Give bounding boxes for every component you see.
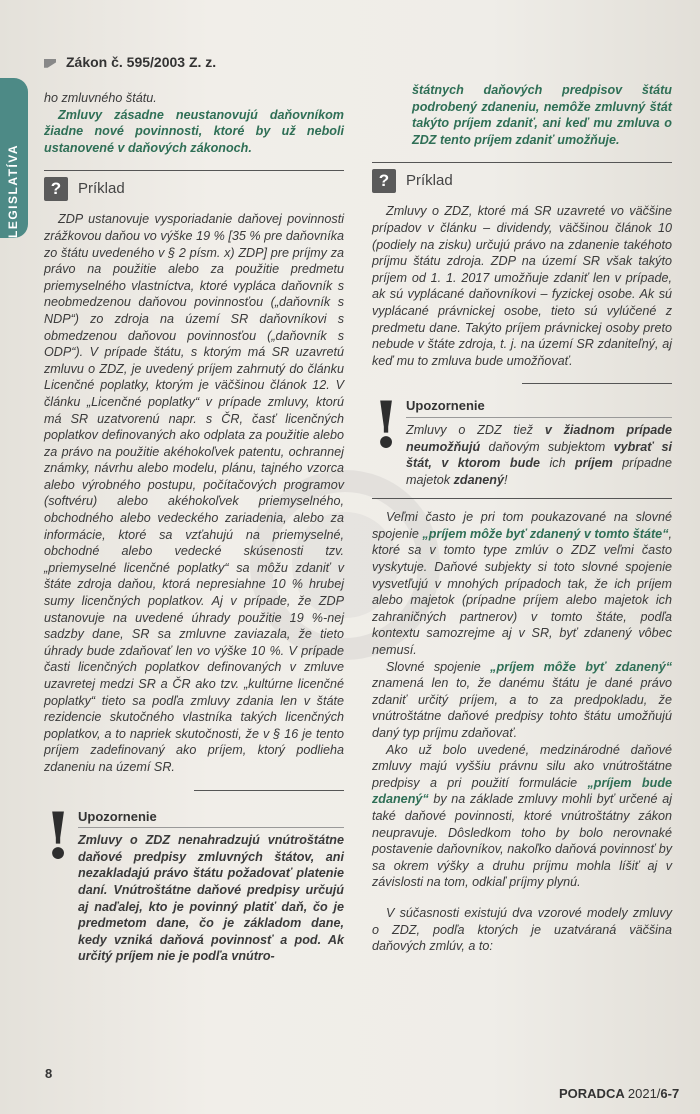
right-warning-text: Zmluvy o ZDZ tiež v žiadnom prípade neumožňujú daňovým subjektom vybrať si štát, v ktorom bude ich príjem prípadne majetok zdanený! xyxy=(406,422,673,487)
right-warning-title: Upozornenie xyxy=(406,398,672,418)
left-warning-text: Zmluvy o ZDZ nenahradzujú vnútroštátne daňové predpisy zmluvných štátov, ani nezakladajú právo štátu požadovať platenie daní. Vnútroštátne daňové predpisy určujú aj naďalej, kto je povinný platiť daň, čo je predmetom dane, čo je základom dane, kedy vzniká daňová povinnosť a pod. Ak určitý príjem nie je podľa vnútro- xyxy=(78,833,344,964)
left-example-heading xyxy=(44,177,344,201)
divider xyxy=(194,790,344,791)
left-example-title: Príklad xyxy=(78,180,125,198)
left-warning xyxy=(44,798,344,965)
right-example-text: Zmluvy o ZDZ, ktoré má SR uzavreté vo väčšine prípadov v článku – dividendy, väčšinou článok 10 (podiely na zisku) určujú právo na zdanenie takéhoto príjmu štátu zdroja. ZDP na území SR však takýto príjem od 1. 1. 2017 umožňuje zdaniť len v prípade, ak sú vyplácané daňovníkovi – fyzickej osobe. Ak sú vyplácané právnickej osobe, tieto sú vylúčené z predmetu dane. Takýto príjem právnickej osoby preto nebude v štáte zdroja, t. j. na území SR zdaniteľný, aj keď mu to zmluva bude umožňovať. xyxy=(372,204,672,368)
left-column xyxy=(44,90,344,965)
left-intro: ho zmluvného štátu. xyxy=(44,91,157,105)
right-paragraph-3: Ako už bolo uvedené, medzinárodné daňové zmluvy majú vyššiu právnu silu ako vnútroštátne predpisy a pri použití formulácie „príjem bude zdanený“ by na základe zmluvy mohli byť určené aj také daňové povinnosti, ktoré vnútroštátny zákon neupravuje. Dôsledkom toho by bolo nerovnaké postavenie daňovníkov, nakoľko daňová povinnosť by sa okrem výšky a druhu príjmu mohla líšiť aj v závislosti na tom, odkiaľ príjmy plynú. xyxy=(372,742,673,890)
divider xyxy=(44,170,344,171)
left-intro-principle: Zmluvy zásadne neustanovujú daňovníkom žiadne nové povinnosti, ktoré by už neboli ustanovené v daňových zákonoch. xyxy=(44,107,344,155)
right-paragraph-2: Slovné spojenie „príjem môže byť zdanený“ znamená len to, že danému štátu je dané právo zdaniť určitý príjem, a to za predpokladu, že vnútroštátne daňové predpisy tohto štátu umožňujú daný typ príjmu zdaňovať. xyxy=(372,659,672,740)
page-number: 8 xyxy=(45,1066,53,1081)
right-example-title: Príklad xyxy=(406,172,453,190)
question-icon: ? xyxy=(372,169,396,193)
left-warning-title: Upozornenie xyxy=(78,809,344,829)
right-paragraph-4: V súčasnosti existujú dva vzorové modely zmluvy o ZDZ, podľa ktorých je uzatváraná väčšina daňových zmlúv, a to: xyxy=(372,905,672,954)
divider xyxy=(372,498,672,499)
header-title: Zákon č. 595/2003 Z. z. xyxy=(66,54,217,70)
right-paragraph-1: Veľmi často je pri tom poukazované na slovné spojenie „príjem môže byť zdanený v tomto štáte“, ktoré sa v tomto type zmlúv o ZDZ veľmi často vyskytuje. Daňové subjekty si toto slovné spojenie vysvetľujú v mnohých prípadoch tak, že ich príjem alebo majetok (prípadne príjem alebo majetok ich zahraničných partnerov) v tomto štáte, podľa kontextu samozrejme aj v SR, byť zdanený vôbec nemusí. xyxy=(372,510,672,658)
magazine-issue: 6-7 xyxy=(660,1086,680,1101)
left-example-text: ZDP ustanovuje vysporiadanie daňovej povinnosti zrážkovou daňou vo výške 19 % [35 % pre daňovníka zo štátu uvedeného v § 2 písm. x) ZDP] pre príjmy za právo na použitie alebo za použitie predmetu priemyselného vlastníctva, ktoré vypláca daňovník s neobmedzenou daňovou povinnosťou („daňovník s NDP“) zo zdroja na území SR daňovníkovi s obmedzenou daňovou povinnosťou („daňovník s ODP“). V prípade štátu, s ktorým má SR uzavretú zmluvu o ZDZ, je uvedený príjem zahrnutý do článku Licenčné poplatky, ktorým je väčšinou článok 12. V článku „Licenčné poplatky“ v prípade zmluvy, ktorú má SR uzatvorenú napr. s ČR, časť licenčných poplatkov definovaných ako odplata za použitie alebo za právo na použitie akéhokoľvek patentu, ochrannej známky, návrhu alebo modelu, plánu, tajného vzorca alebo výrobného postupu, počítačových programov (softvéru) alebo akéhokoľvek priemyselného, obchodného alebo vedeckého zariadenia, alebo za informácie, ktoré sa vzťahujú na priemyselné, obchodné alebo vedecké skúsenosti tzv. „priemyselné licenčné poplatky“ sa môžu zdaniť v štáte zdroja daňou, ktorá nepresiahne 10 % hrubej sumy licenčných poplatkov. Aj v prípade, že ZDP ustanovuje na uvedené úhrady použitie 19 %-nej sadzby dane, SR sa zmluvne zaviazala, že tieto úhrady bude zdaňovať len vo výške 10 %. V prípade časti licenčných poplatkov definovaných v zmluve uzavretej medzi SR a ČR ako tzv. „kultúrne licenčné poplatky“ tieto sa podľa zmluvy zdania len v štáte rezidencie skutočného vlastníka takých licenčných poplatkov, a to napriek skutočnosti, že v § 16 je tento príjem zadefinovaný ako príjem, ktorý podlieha zdaneniu na území SR. xyxy=(44,212,344,774)
magazine-year: 2021/ xyxy=(627,1086,661,1101)
right-continuation: štátnych daňových predpisov štátu podrobený zdaneniu, nemôže zmluvný štát takýto príjem zdaniť, ani keď mu zmluva o ZDZ tento príjem zdaniť umožňuje. xyxy=(412,83,672,147)
section-tab xyxy=(0,78,28,238)
divider xyxy=(522,383,672,384)
header-marker-icon xyxy=(44,59,56,68)
question-icon: ? xyxy=(44,177,68,201)
divider xyxy=(372,162,672,163)
magazine-footer xyxy=(559,1086,679,1101)
magazine-name: PORADCA xyxy=(559,1086,625,1101)
page-header xyxy=(44,54,216,70)
exclamation-icon: ! xyxy=(372,388,401,464)
right-example-heading xyxy=(372,169,672,193)
right-column xyxy=(372,82,672,955)
right-warning xyxy=(372,388,673,488)
exclamation-icon: ! xyxy=(44,798,73,874)
section-tab-label: LEGISLATÍVA xyxy=(6,143,20,238)
